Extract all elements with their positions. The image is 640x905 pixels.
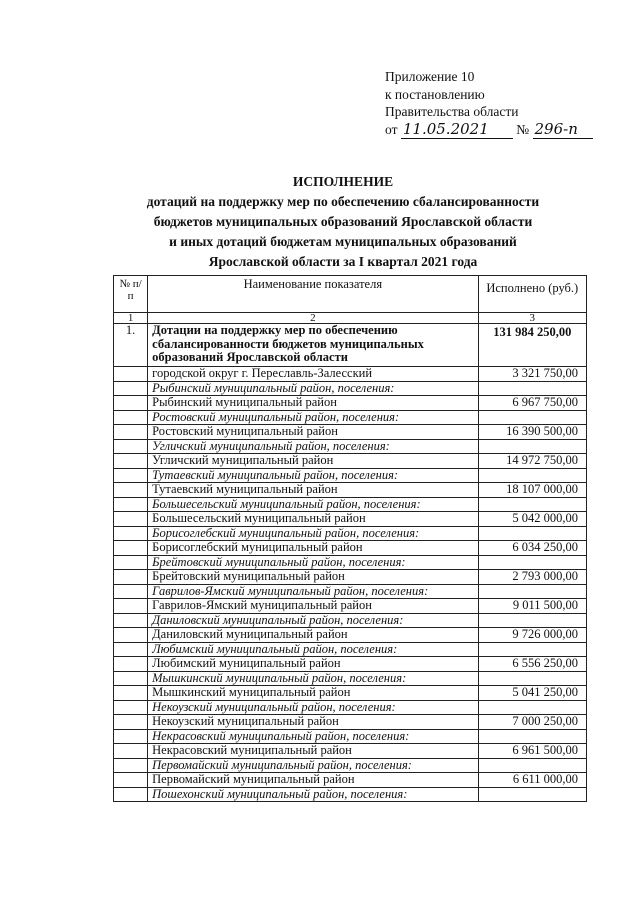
row-num [114,700,148,715]
column-number: 3 [478,313,586,324]
row-value [478,613,586,628]
table-row [114,439,587,454]
row-name: городской округ г. Переславль-Залесский [148,367,478,382]
row-num [114,628,148,643]
row-num [114,787,148,802]
appendix-line-1: Приложение 10 [385,69,475,84]
table-body [114,367,587,802]
table-row [114,555,587,570]
row-value [478,729,586,744]
table-row [114,613,587,628]
row-name: Борисоглебский муниципальный район, поселения: [148,526,478,541]
row-name: Даниловский муниципальный район [148,628,478,643]
row-name: Угличский муниципальный район, поселения: [148,439,478,454]
handwritten-date: 11.05.2021 [402,119,489,138]
row-value: 6 967 750,00 [478,396,586,411]
row-num [114,497,148,512]
column-number-row [114,313,587,324]
total-row [114,324,587,367]
row-name: Гаврилов-Ямский муниципальный район, поселения: [148,584,478,599]
table-row [114,744,587,759]
row-num [114,439,148,454]
column-number: 1 [114,313,148,324]
row-name: Даниловский муниципальный район, поселения: [148,613,478,628]
table-row [114,541,587,556]
row-value: 6 034 250,00 [478,541,586,556]
title-line-3: бюджетов муниципальных образований Ярославской области [153,214,533,229]
row-name: Рыбинский муниципальный район, поселения: [148,381,478,396]
table-row [114,497,587,512]
table-row [114,584,587,599]
row-name: Тутаевский муниципальный район, поселения: [148,468,478,483]
appendix-line-3: Правительства области [385,104,519,119]
row-name: Гаврилов-Ямский муниципальный район [148,599,478,614]
row-num [114,512,148,527]
row-value [478,410,586,425]
row-value: 14 972 750,00 [478,454,586,469]
row-name: Первомайский муниципальный район [148,773,478,788]
row-value [478,381,586,396]
table-row [114,454,587,469]
table-row [114,512,587,527]
row-value [478,439,586,454]
row-name: Брейтовский муниципальный район, поселения: [148,555,478,570]
table-row [114,483,587,498]
row-name: Мышкинский муниципальный район [148,686,478,701]
table-row [114,773,587,788]
row-num [114,671,148,686]
row-name: Первомайский муниципальный район, поселения: [148,758,478,773]
title-line-2: дотаций на поддержку мер по обеспечению сбалансированности [146,194,540,209]
row-value: 2 793 000,00 [478,570,586,585]
row-value: 5 041 250,00 [478,686,586,701]
row-num [114,584,148,599]
row-value [478,555,586,570]
table-row [114,410,587,425]
table-row [114,425,587,440]
row-num [114,396,148,411]
row-value [478,468,586,483]
row-num [114,744,148,759]
row-name: Угличский муниципальный район [148,454,478,469]
table-row [114,715,587,730]
date-field [401,121,513,140]
title-line-5: Ярославской области за I квартал 2021 года [208,254,478,269]
number-prefix: № [516,121,530,137]
row-num [114,773,148,788]
row-name: Любимский муниципальный район [148,657,478,672]
row-name: Большесельский муниципальный район [148,512,478,527]
row-num [114,758,148,773]
row-num [114,570,148,585]
table-row [114,787,587,802]
table-row [114,729,587,744]
table-header-row [114,276,587,313]
row-value [478,787,586,802]
row-value: 6 611 000,00 [478,773,586,788]
row-num [114,468,148,483]
table-row [114,657,587,672]
table-row [114,686,587,701]
row-num [114,526,148,541]
row-num [114,657,148,672]
row-value: 9 726 000,00 [478,628,586,643]
row-name: Любимский муниципальный район, поселения: [148,642,478,657]
row-name: Рыбинский муниципальный район [148,396,478,411]
row-value [478,526,586,541]
row-name: Некоузский муниципальный район, поселения: [148,700,478,715]
table-row [114,599,587,614]
row-num [114,410,148,425]
row-name: Мышкинский муниципальный район, поселения: [148,671,478,686]
row-name: Некоузский муниципальный район [148,715,478,730]
row-num [114,483,148,498]
row-num [114,686,148,701]
appendix-block [385,68,593,139]
column-number: 2 [148,313,478,324]
appendix-date-line [385,121,593,140]
row-value [478,671,586,686]
row-name: Брейтовский муниципальный район [148,570,478,585]
header-name: Наименование показателя [148,276,478,313]
document-title [118,172,568,272]
table-row [114,628,587,643]
table-row [114,642,587,657]
table-row [114,468,587,483]
number-field [533,121,593,140]
row-name: Борисоглебский муниципальный район [148,541,478,556]
total-value: 131 984 250,00 [478,324,586,367]
row-name: Ростовский муниципальный район [148,425,478,440]
row-value: 6 556 250,00 [478,657,586,672]
row-num [114,613,148,628]
header-value: Исполнено (руб.) [478,276,586,313]
row-name: Некрасовский муниципальный район [148,744,478,759]
table-row [114,700,587,715]
table-row [114,758,587,773]
row-name: Большесельский муниципальный район, поселения: [148,497,478,512]
row-num [114,642,148,657]
row-num [114,367,148,382]
row-num [114,454,148,469]
row-value [478,700,586,715]
row-num [114,555,148,570]
row-value: 6 961 500,00 [478,744,586,759]
table-row [114,671,587,686]
row-name: Тутаевский муниципальный район [148,483,478,498]
row-value [478,758,586,773]
handwritten-number: 296-п [534,119,578,138]
date-prefix: от [385,121,398,137]
row-value: 3 321 750,00 [478,367,586,382]
title-line-4: и иных дотаций бюджетам муниципальных образований [169,234,517,249]
row-name: Пошехонский муниципальный район, поселения: [148,787,478,802]
row-value [478,584,586,599]
row-name: Некрасовский муниципальный район, поселения: [148,729,478,744]
row-value: 18 107 000,00 [478,483,586,498]
row-value [478,642,586,657]
row-value: 9 011 500,00 [478,599,586,614]
row-name: Ростовский муниципальный район, поселения: [148,410,478,425]
title-line-1: ИСПОЛНЕНИЕ [292,174,394,189]
table-row [114,526,587,541]
row-num [114,541,148,556]
row-value: 5 042 000,00 [478,512,586,527]
table-row [114,381,587,396]
total-name: Дотации на поддержку мер по обеспечению сбалансированности бюджетов муниципальных образований Ярославской области [148,324,478,367]
row-value: 16 390 500,00 [478,425,586,440]
row-num [114,425,148,440]
table-row [114,367,587,382]
appendix-line-2: к постановлению [385,86,485,102]
row-num [114,599,148,614]
header-num: № п/п [114,276,148,313]
row-num [114,381,148,396]
table-row [114,396,587,411]
row-num [114,715,148,730]
execution-table [113,275,587,802]
total-num: 1. [114,324,148,367]
row-value [478,497,586,512]
row-value: 7 000 250,00 [478,715,586,730]
table-row [114,570,587,585]
row-num [114,729,148,744]
